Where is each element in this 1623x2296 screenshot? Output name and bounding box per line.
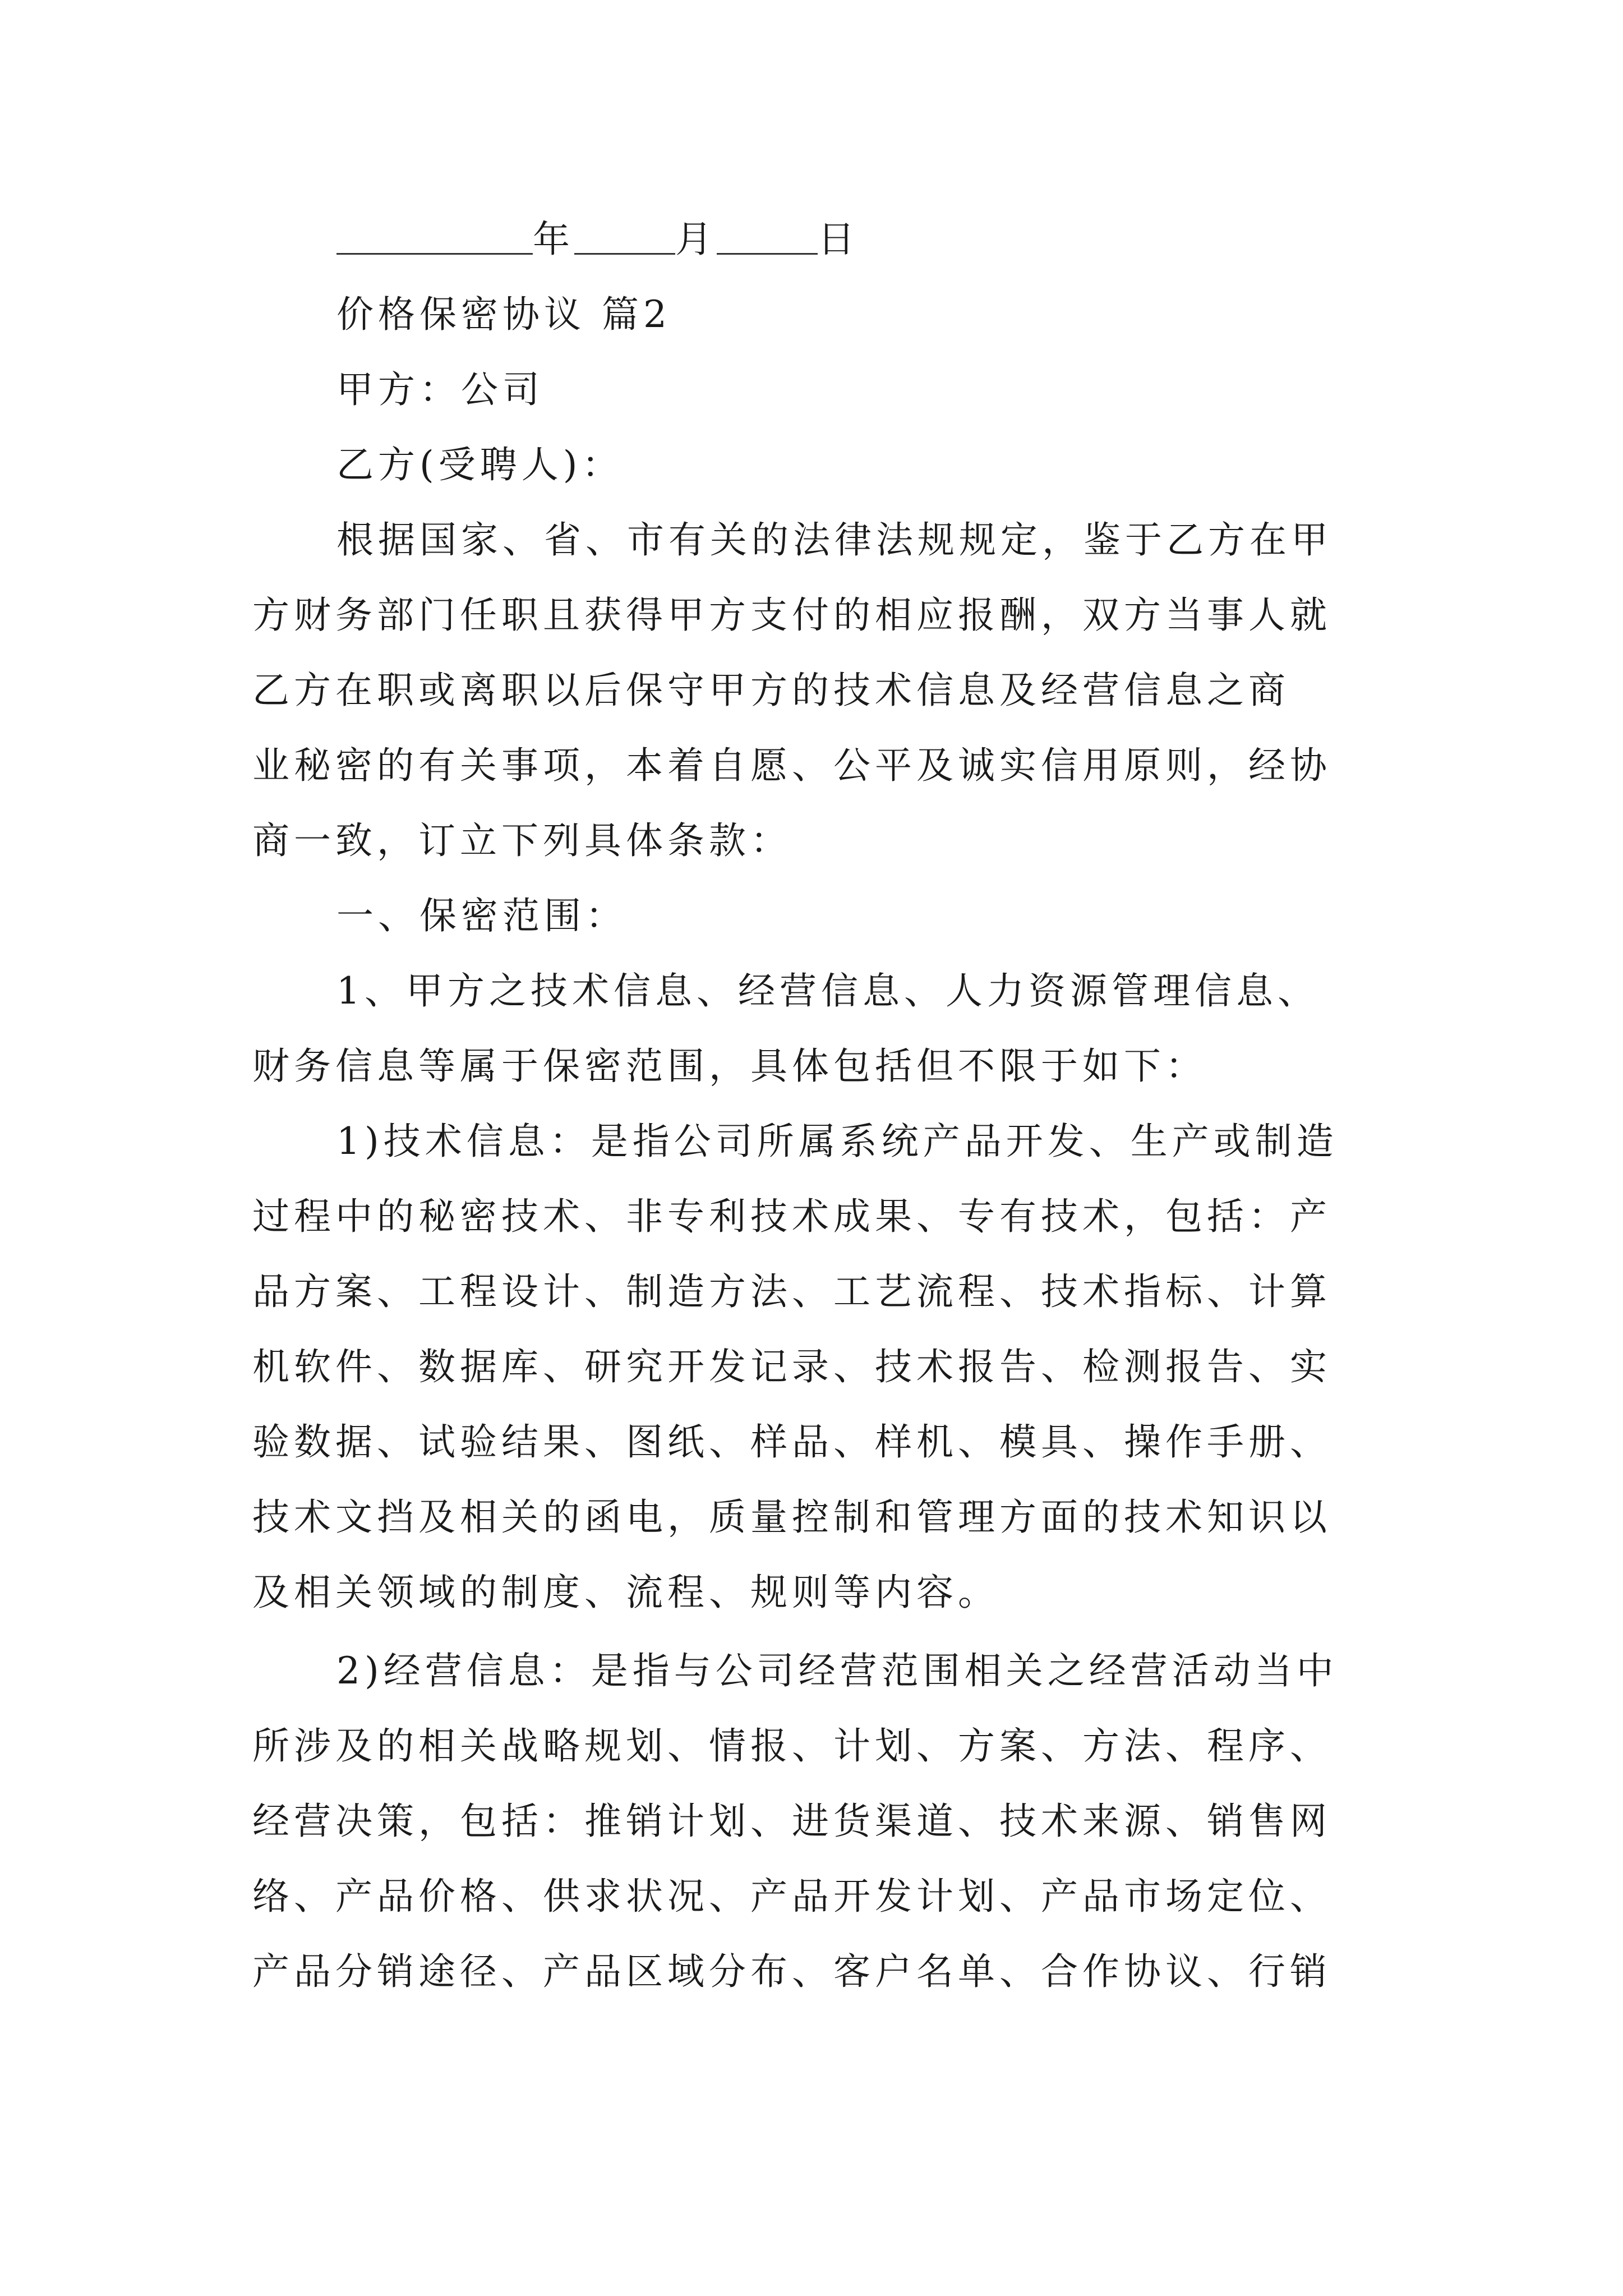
document-title: 价格保密协议 篇2 (336, 293, 671, 336)
paragraph-line: 所涉及的相关战略规划、情报、计划、方案、方法、程序、 (252, 1724, 1331, 1768)
paragraph-line: 2)经营信息：是指与公司经营范围相关之经营活动当中 (336, 1649, 1338, 1692)
paragraph-line: 验数据、试验结果、图纸、样品、样机、模具、操作手册、 (252, 1420, 1331, 1464)
paragraph-line: 产品分销途径、产品区域分布、客户名单、合作协议、行销 (252, 1950, 1331, 1993)
document-body (252, 202, 1402, 2009)
party-b-line: 乙方(受聘人)： (336, 443, 624, 486)
month-label: 月 (675, 218, 717, 261)
paragraph-line: 财务信息等属于保密范围，具体包括但不限于如下： (252, 1045, 1207, 1088)
month-blank (574, 218, 675, 255)
paragraph-line: 技术文挡及相关的函电，质量控制和管理方面的技术知识以 (252, 1496, 1331, 1539)
paragraph-line: 1)技术信息：是指公司所属系统产品开发、生产或制造 (336, 1120, 1338, 1163)
date-line (252, 202, 1402, 277)
paragraph-line: 机软件、数据库、研究开发记录、技术报告、检测报告、实 (252, 1345, 1331, 1388)
year-blank (336, 218, 533, 255)
paragraph-line: 1、甲方之技术信息、经营信息、人力资源管理信息、 (336, 969, 1319, 1013)
day-label: 日 (818, 218, 859, 261)
day-blank (717, 218, 818, 255)
paragraph-line: 乙方在职或离职以后保守甲方的技术信息及经营信息之商 (252, 669, 1290, 712)
paragraph-line: 方财务部门任职且获得甲方支付的相应报酬，双方当事人就 (252, 593, 1331, 637)
paragraph-line: 根据国家、省、市有关的法律法规规定，鉴于乙方在甲 (336, 518, 1332, 562)
paragraph-line: 经营决策，包括：推销计划、进货渠道、技术来源、销售网 (252, 1800, 1331, 1843)
section-heading: 一、保密范围： (336, 894, 627, 937)
party-a-line: 甲方：公司 (336, 368, 544, 411)
paragraph-line: 品方案、工程设计、制造方法、工艺流程、技术指标、计算 (252, 1270, 1331, 1313)
paragraph-line: 及相关领域的制度、流程、规则等内容。 (252, 1571, 999, 1614)
paragraph-line: 过程中的秘密技术、非专利技术成果、专有技术，包括：产 (252, 1195, 1331, 1238)
paragraph-line: 商一致，订立下列具体条款： (252, 819, 792, 862)
paragraph-line: 业秘密的有关事项，本着自愿、公平及诚实信用原则，经协 (252, 744, 1331, 787)
year-label: 年 (533, 218, 574, 261)
paragraph-line: 络、产品价格、供求状况、产品开发计划、产品市场定位、 (252, 1875, 1331, 1918)
